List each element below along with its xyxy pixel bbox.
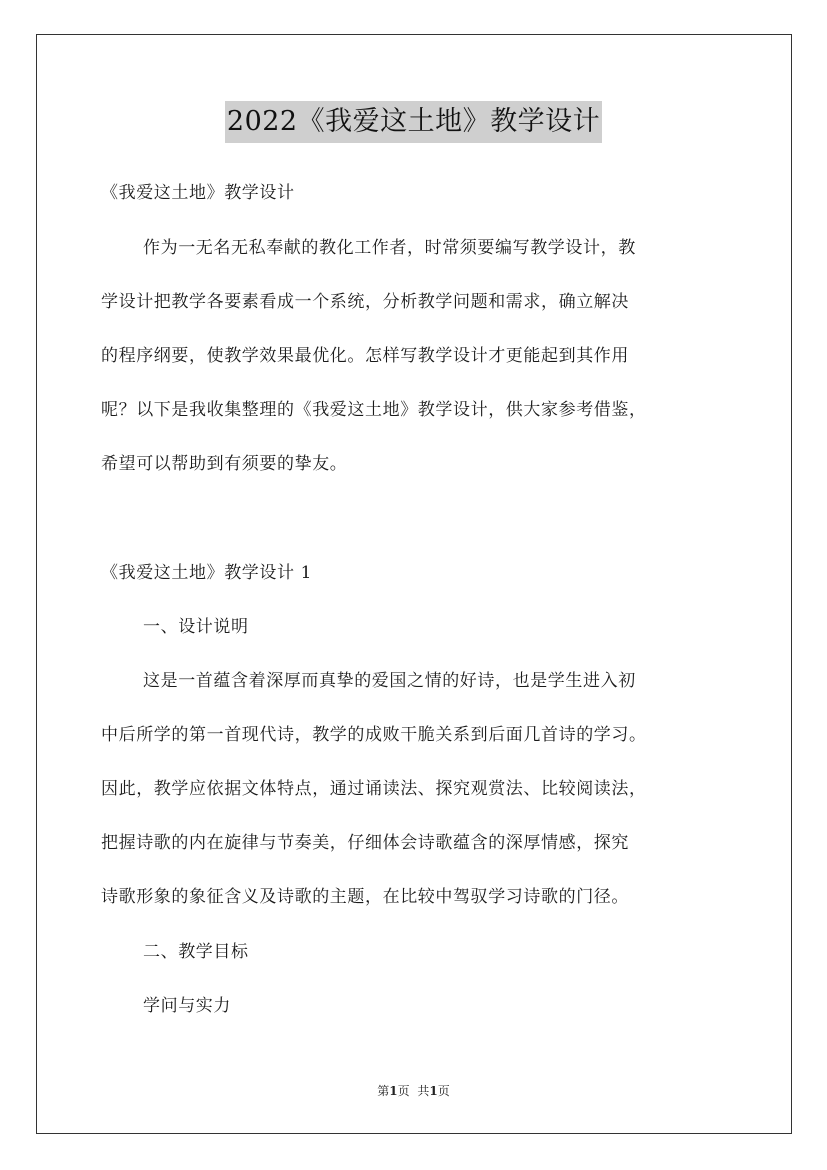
page-number: 1: [389, 1084, 398, 1098]
title-container: [0, 101, 827, 143]
part1-line-4: 把握诗歌的内在旋律与节奏美，仔细体会诗歌蕴含的深厚情感，探究: [101, 833, 629, 853]
total-prefix: 共: [417, 1084, 430, 1098]
total-pages: 1: [429, 1084, 438, 1098]
page-footer: [0, 1083, 827, 1099]
intro-line-1: 作为一无名无私奉献的教化工作者，时常须要编写教学设计，教: [143, 238, 636, 258]
part2-subheading: 学问与实力: [143, 996, 231, 1016]
page-prefix: 第: [377, 1084, 390, 1098]
intro-line-5: 希望可以帮助到有须要的挚友。: [101, 454, 348, 474]
part1-line-5: 诗歌形象的象征含义及诗歌的主题，在比较中驾驭学习诗歌的门径。: [101, 887, 629, 907]
document-subtitle: 《我爱这土地》教学设计: [101, 183, 295, 203]
part1-heading: 一、设计说明: [143, 617, 249, 637]
part1-line-1: 这是一首蕴含着深厚而真挚的爱国之情的好诗，也是学生进入初: [143, 671, 636, 691]
page-title: 2022《我爱这土地》教学设计: [225, 101, 602, 143]
part1-line-2: 中后所学的第一首现代诗，教学的成败干脆关系到后面几首诗的学习。: [101, 725, 647, 745]
intro-line-4: 呢？以下是我收集整理的《我爱这土地》教学设计，供大家参考借鉴，: [101, 400, 647, 420]
part1-line-3: 因此，教学应依据文体特点，通过诵读法、探究观赏法、比较阅读法，: [101, 779, 647, 799]
section-heading: 《我爱这土地》教学设计 1: [101, 563, 313, 583]
page-suffix: 页: [397, 1084, 410, 1098]
part2-heading: 二、教学目标: [143, 942, 249, 962]
total-suffix: 页: [437, 1084, 450, 1098]
intro-line-3: 的程序纲要，使教学效果最优化。怎样写教学设计才更能起到其作用: [101, 346, 629, 366]
intro-line-2: 学设计把教学各要素看成一个系统，分析教学问题和需求，确立解决: [101, 292, 629, 312]
